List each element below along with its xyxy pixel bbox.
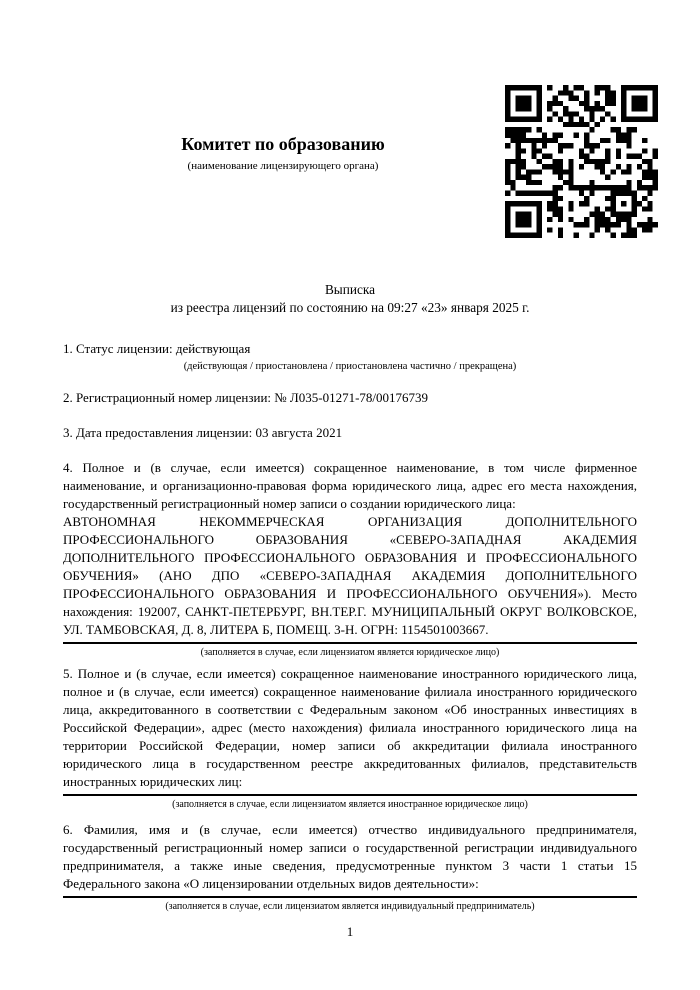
divider-line bbox=[63, 642, 637, 644]
field-label: 1. Статус лицензии: bbox=[63, 341, 176, 356]
field-grant-date-line bbox=[63, 424, 637, 442]
field-foreign-entity bbox=[63, 665, 637, 811]
field-label: 3. Дата предоставления лицензии: bbox=[63, 425, 256, 440]
field-registration-number-line bbox=[63, 389, 637, 407]
field-legal-entity bbox=[63, 459, 637, 659]
field-registration-number bbox=[63, 389, 637, 407]
document-title-line1: Выписка bbox=[324, 282, 376, 297]
divider-line bbox=[63, 794, 637, 796]
field-label: 2. Регистрационный номер лицензии: bbox=[63, 390, 275, 405]
field-individual-entrepreneur-caption: (заполняется в случае, если лицензиатом является индивидуальный предприниматель) bbox=[165, 901, 535, 912]
divider-line bbox=[63, 896, 637, 898]
field-value: 03 августа 2021 bbox=[255, 425, 343, 440]
licensing-authority-block bbox=[63, 133, 503, 173]
field-grant-date bbox=[63, 424, 637, 442]
document-body bbox=[63, 340, 637, 941]
field-foreign-entity-label: 5. Полное и (в случае, если имеется) сокращенное наименование иностранного юридического лица, полное и (в случае, если имеется) сокращенное наименование филиала иностранного юридического лица, аккредитованного в соответствии с Федеральным законом «Об иностранных инвестициях в Российской Федерации», адрес (место нахождения) филиала иностранного юридического лица на территории Российской Федерации, номер записи об аккредитации филиала иностранного юридического лица в государственном реестре аккредитованных филиалов, представительств иностранных юридических лиц: bbox=[63, 666, 637, 789]
field-individual-entrepreneur bbox=[63, 821, 637, 913]
field-value: № Л035-01271-78/00176739 bbox=[274, 390, 429, 405]
document-title bbox=[63, 281, 637, 316]
field-license-status-line bbox=[63, 340, 637, 358]
field-license-status-hint: (действующая / приостановлена / приостановлена частично / прекращена) bbox=[183, 361, 517, 372]
licensing-authority-caption: (наименование лицензирующего органа) bbox=[187, 160, 379, 172]
field-legal-entity-label: 4. Полное и (в случае, если имеется) сокращенное наименование, в том числе фирменное наименование, и организационно-правовая форма юридического лица, адрес его места нахождения, государственный регистрационный номер записи о создании юридического лица: bbox=[63, 460, 637, 511]
qr-code-icon bbox=[505, 85, 658, 238]
licensing-authority-name: Комитет по образованию bbox=[181, 134, 385, 154]
document-title-line2: из реестра лицензий по состоянию на 09:27 «23» января 2025 г. bbox=[170, 299, 530, 315]
field-legal-entity-caption: (заполняется в случае, если лицензиатом является юридическое лицо) bbox=[200, 647, 500, 658]
field-foreign-entity-caption: (заполняется в случае, если лицензиатом является иностранное юридическое лицо) bbox=[172, 799, 528, 810]
field-legal-entity-value: АВТОНОМНАЯ НЕКОММЕРЧЕСКАЯ ОРГАНИЗАЦИЯ ДОПОЛНИТЕЛЬНОГО ПРОФЕССИОНАЛЬНОГО ОБРАЗОВАНИЯ «СЕВЕРО-ЗАПАДНАЯ АКАДЕМИЯ ДОПОЛНИТЕЛЬНОГО ПРОФЕССИОНАЛЬНОГО ОБРАЗОВАНИЯ И ПРОФЕССИОНАЛЬНОГО ОБУЧЕНИЯ» (АНО ДПО «СЕВЕРО-ЗАПАДНАЯ АКАДЕМИЯ ДОПОЛНИТЕЛЬНОГО ПРОФЕССИОНАЛЬНОГО ОБРАЗОВАНИЯ И ПРОФЕССИОНАЛЬНОГО ОБУЧЕНИЯ»). Место нахождения: 192007, САНКТ-ПЕТЕРБУРГ, ВН.ТЕР.Г. МУНИЦИПАЛЬНЫЙ ОКРУГ ВОЛКОВСКОЕ, УЛ. ТАМБОВСКАЯ, Д. 8, ЛИТЕРА Б, ПОМЕЩ. 3-Н. ОГРН: 1154501003667. bbox=[63, 514, 637, 637]
field-license-status bbox=[63, 340, 637, 373]
field-individual-entrepreneur-label: 6. Фамилия, имя и (в случае, если имеется) отчество индивидуального предпринимателя, государственный регистрационный номер записи о государственной регистрации индивидуального предпринимателя, а также иные сведения, предусмотренные пунктом 3 части 1 статьи 15 Федерального закона «О лицензировании отдельных видов деятельности»: bbox=[63, 822, 637, 891]
page-number: 1 bbox=[346, 924, 354, 939]
field-value: действующая bbox=[175, 341, 251, 356]
